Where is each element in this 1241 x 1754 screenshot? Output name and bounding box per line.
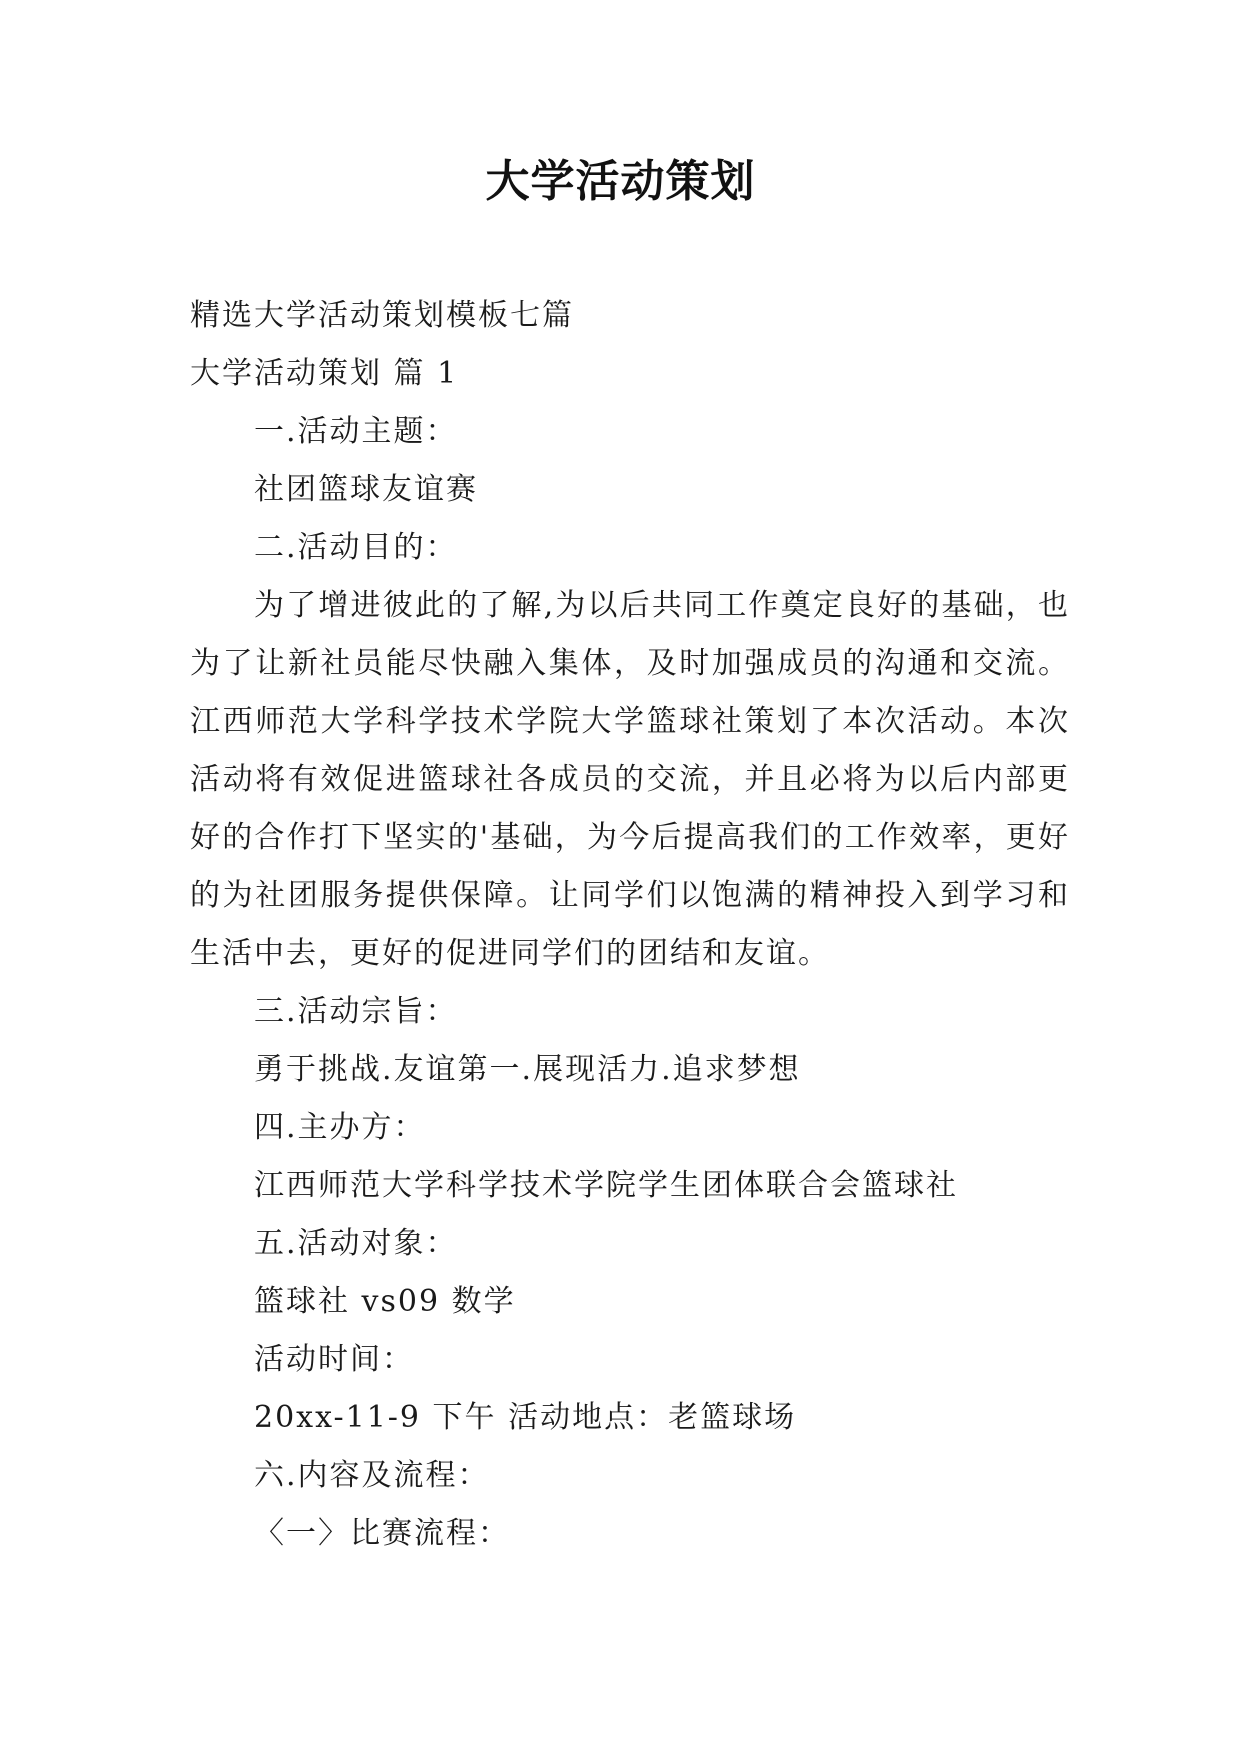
section-heading: 五.活动对象： (254, 1226, 458, 1261)
text-line: 篮球社 vs09 数学 (254, 1284, 516, 1319)
purpose-paragraph: 为了增进彼此的了解,为以后共同工作奠定良好的基础，也为了让新社员能尽快融入集体，及时加强成员的沟通和交流。江西师范大学科学技术学院大学篮球社策划了本次活动。本次活动将有效促进篮球社各成员的交流，并且必将为以后内部更好的合作打下坚实的'基础，为今后提高我们的工作效率，更好的为社团服务提供保障。让同学们以饱满的精神投入到学习和生活中去，更好的促进同学们的团结和友谊。 (190, 588, 1070, 971)
text-line: 精选大学活动策划模板七篇 (190, 298, 574, 333)
subsection-heading: 〈一〉比赛流程： (254, 1516, 510, 1551)
section-heading: 二.活动目的： (254, 530, 458, 565)
text-line: 20xx-11-9 下午 活动地点：老篮球场 (254, 1400, 797, 1435)
document-body (190, 287, 1070, 1563)
section-heading: 四.主办方： (254, 1110, 426, 1145)
text-line: 社团篮球友谊赛 (254, 472, 478, 507)
text-line: 活动时间： (254, 1342, 414, 1377)
text-line: 勇于挑战.友谊第一.展现活力.追求梦想 (254, 1052, 801, 1087)
document-title: 大学活动策划 (485, 156, 756, 207)
section-heading: 六.内容及流程： (254, 1458, 490, 1493)
text-line: 江西师范大学科学技术学院学生团体联合会篮球社 (254, 1168, 958, 1203)
section-heading: 三.活动宗旨： (254, 994, 458, 1029)
section-heading: 一.活动主题： (254, 414, 458, 449)
text-line: 大学活动策划 篇 1 (190, 356, 459, 391)
